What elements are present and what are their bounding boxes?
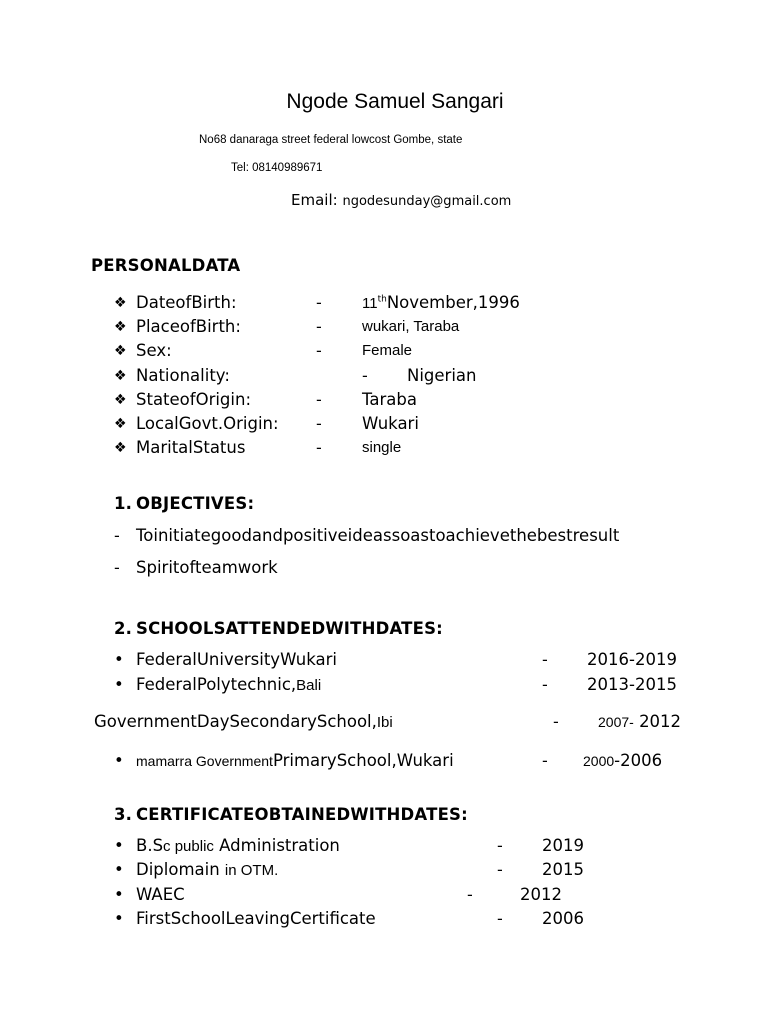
objective-dash: -: [114, 526, 120, 545]
lga-label: LocalGovt.Origin:: [136, 414, 279, 433]
school-name-location: Bali: [296, 677, 322, 694]
pob-label: PlaceofBirth:: [136, 317, 241, 336]
marital-value: single: [362, 439, 402, 456]
school-name: [94, 712, 393, 731]
telephone: Tel: 08140989671: [231, 162, 323, 174]
bullet-icon: •: [114, 650, 124, 669]
bullet-icon: •: [114, 836, 124, 855]
pob-value: wukari, Taraba: [362, 318, 460, 335]
certificates-number: 3.: [114, 805, 133, 824]
state-dash: -: [316, 390, 322, 409]
email-value: ngodesunday@gmail.com: [342, 194, 512, 209]
certificate-name: FirstSchoolLeavingCertificate: [136, 909, 376, 928]
bullet-icon: •: [114, 909, 124, 928]
nationality-value: Nigerian: [407, 366, 477, 385]
objective-dash: -: [114, 558, 120, 577]
address: No68 danaraga street federal lowcost Gombe, state: [199, 134, 463, 146]
school-name-prefix: mamarra Government: [136, 753, 273, 769]
certificates-heading: CERTIFICATEOBTAINEDWITHDATES:: [136, 805, 468, 824]
school-name: FederalUniversityWukari: [136, 650, 338, 669]
school-dash: -: [542, 650, 548, 669]
certificate-dash: -: [467, 885, 473, 904]
school-name: [136, 675, 321, 694]
school-dates-end: 2012: [639, 712, 682, 731]
marital-label: MaritalStatus: [136, 438, 246, 457]
dob-month-year: November,1996: [386, 293, 520, 312]
certificate-year: 2012: [520, 885, 562, 904]
school-dates: [583, 751, 662, 770]
school-dates-end: -2006: [614, 751, 663, 770]
bullet-icon: •: [114, 885, 124, 904]
certificate-dash: -: [497, 909, 503, 928]
state-label: StateofOrigin:: [136, 390, 252, 409]
sex-label: Sex:: [136, 341, 172, 360]
bullet-icon: •: [114, 675, 124, 694]
school-name-main: GovernmentDaySecondarySchool,: [94, 712, 377, 731]
nationality-dash: -: [362, 366, 368, 385]
dob-label: DateofBirth:: [136, 293, 237, 312]
nationality-label: Nationality:: [136, 366, 230, 385]
certificate-dash: -: [497, 860, 503, 879]
diamond-bullet-icon: ❖: [114, 440, 127, 456]
dob-day: 11: [362, 295, 378, 312]
resume-name: Ngode Samuel Sangari: [286, 90, 504, 113]
certificate-name-post: Administration: [219, 836, 340, 855]
lga-dash: -: [316, 414, 322, 433]
school-name-main: PrimarySchool,Wukari: [272, 751, 454, 770]
diamond-bullet-icon: ❖: [114, 319, 127, 335]
email-label: Email:: [291, 191, 338, 209]
school-dates: 2016-2019: [587, 650, 677, 669]
schools-heading: SCHOOLSATTENDEDWITHDATES:: [136, 619, 443, 638]
lga-value: Wukari: [362, 414, 419, 433]
email-line: [291, 191, 511, 209]
diamond-bullet-icon: ❖: [114, 368, 127, 384]
certificate-name: [136, 836, 340, 855]
diamond-bullet-icon: ❖: [114, 343, 127, 359]
sex-dash: -: [316, 341, 322, 360]
certificate-name-pre: B.S: [136, 836, 164, 855]
school-dates: [598, 712, 681, 731]
school-dates-start: 2000: [583, 753, 615, 769]
certificate-name-mid: c public: [163, 838, 214, 855]
objective-item: Spiritofteamwork: [136, 558, 278, 577]
certificate-year: 2006: [542, 909, 584, 928]
dob-value: [362, 293, 520, 312]
pob-dash: -: [316, 317, 322, 336]
certificate-name-mid: in OTM.: [224, 862, 279, 879]
bullet-icon: •: [114, 751, 124, 770]
bullet-icon: •: [114, 860, 124, 879]
certificate-dash: -: [497, 836, 503, 855]
diamond-bullet-icon: ❖: [114, 295, 127, 311]
school-name: [136, 751, 454, 770]
objectives-heading: OBJECTIVES:: [136, 494, 255, 513]
certificate-name: [136, 860, 278, 879]
school-dates-start: 2007-: [598, 714, 634, 730]
diamond-bullet-icon: ❖: [114, 392, 127, 408]
sex-value: Female: [362, 342, 413, 359]
school-name-main: FederalPolytechnic,: [136, 675, 297, 694]
personal-data-heading: PERSONALDATA: [91, 256, 241, 275]
marital-dash: -: [316, 438, 322, 457]
school-name-location: Ibi: [376, 714, 393, 731]
school-dash: -: [553, 712, 559, 731]
certificate-year: 2015: [542, 860, 584, 879]
diamond-bullet-icon: ❖: [114, 416, 127, 432]
dob-dash: -: [316, 293, 322, 312]
objective-item: Toinitiategoodandpositiveideassoastoachievethebestresult: [136, 526, 620, 545]
schools-number: 2.: [114, 619, 133, 638]
state-value: Taraba: [362, 390, 417, 409]
objectives-number: 1.: [114, 494, 133, 513]
certificate-name-pre: Diplomain: [136, 860, 220, 879]
school-dates: 2013-2015: [587, 675, 677, 694]
certificate-year: 2019: [542, 836, 584, 855]
school-dash: -: [542, 675, 548, 694]
school-dash: -: [542, 751, 548, 770]
dob-suffix: th: [377, 294, 387, 305]
certificate-name: WAEC: [136, 885, 185, 904]
